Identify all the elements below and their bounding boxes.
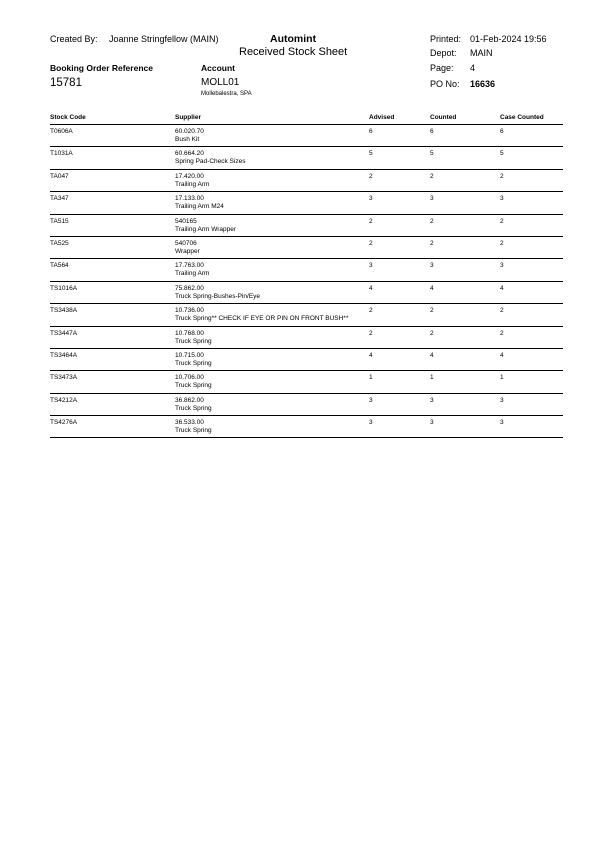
- table-header: [50, 113, 563, 125]
- page-number: 4: [470, 63, 476, 73]
- case-counted-cell: 2: [500, 172, 504, 180]
- description-cell: Trailing Arm: [175, 180, 210, 188]
- account-name: Mollebalestra, SPA: [201, 91, 252, 97]
- col-case-counted: Case Counted: [500, 114, 544, 121]
- counted-cell: 2: [430, 239, 434, 247]
- table-row: [50, 125, 563, 147]
- page-title: Received Stock Sheet: [239, 46, 348, 58]
- stock-code-cell: TA564: [50, 262, 69, 270]
- supplier-cell: 10.736.00: [175, 307, 204, 315]
- printed-label: Printed:: [430, 34, 462, 44]
- table-row: [50, 170, 563, 192]
- supplier-cell: 10.768.00: [175, 329, 204, 337]
- stock-code-cell: TA515: [50, 217, 69, 225]
- description-cell: Truck Spring: [175, 359, 212, 367]
- case-counted-cell: 1: [500, 374, 504, 382]
- supplier-cell: 36.533.00: [175, 419, 204, 427]
- description-cell: Truck Spring-Bushes-Pin/Eye: [175, 292, 261, 300]
- description-cell: Truck Spring: [175, 404, 212, 412]
- counted-cell: 2: [430, 172, 434, 180]
- advised-cell: 4: [369, 351, 373, 359]
- counted-cell: 5: [430, 150, 434, 158]
- supplier-cell: 36.862.00: [175, 396, 204, 404]
- table-row: [50, 147, 563, 169]
- table-body: [50, 125, 563, 438]
- stock-code-cell: TA047: [50, 172, 69, 180]
- counted-cell: 1: [430, 374, 434, 382]
- stock-table: [50, 113, 563, 438]
- table-row: [50, 371, 563, 393]
- col-stock-code: Stock Code: [50, 114, 86, 121]
- po-number: 16636: [470, 79, 496, 89]
- description-cell: Wrapper: [175, 247, 200, 255]
- advised-cell: 2: [369, 217, 373, 225]
- table-row: [50, 192, 563, 214]
- booking-ref-label: Booking Order Reference: [50, 63, 153, 73]
- table-row: [50, 215, 563, 237]
- advised-cell: 2: [369, 172, 373, 180]
- counted-cell: 3: [430, 262, 434, 270]
- col-supplier: Supplier: [175, 114, 202, 121]
- stock-code-cell: TA347: [50, 195, 69, 203]
- advised-cell: 1: [369, 374, 373, 382]
- table-row: [50, 282, 563, 304]
- case-counted-cell: 2: [500, 217, 504, 225]
- case-counted-cell: 4: [500, 351, 504, 359]
- advised-cell: 5: [369, 150, 373, 158]
- description-cell: Truck Spring: [175, 382, 212, 390]
- case-counted-cell: 4: [500, 284, 504, 292]
- stock-code-cell: TS3464A: [50, 351, 78, 359]
- table-row: [50, 349, 563, 371]
- counted-cell: 4: [430, 351, 434, 359]
- col-counted: Counted: [430, 114, 457, 121]
- counted-cell: 3: [430, 419, 434, 427]
- created-by-value: Joanne Stringfellow (MAIN): [109, 34, 219, 44]
- stock-code-cell: TS3473A: [50, 374, 78, 382]
- counted-cell: 4: [430, 284, 434, 292]
- description-cell: Truck Spring** CHECK IF EYE OR PIN ON FRONT BUSH**: [175, 315, 349, 323]
- supplier-cell: 10.715.00: [175, 351, 204, 359]
- printed-value: 01-Feb-2024 19:56: [470, 34, 547, 44]
- counted-cell: 6: [430, 128, 434, 135]
- supplier-cell: 540165: [175, 217, 197, 225]
- advised-cell: 6: [369, 128, 373, 135]
- stock-code-cell: TS3438A: [50, 307, 78, 315]
- description-cell: Truck Spring: [175, 427, 212, 435]
- counted-cell: 2: [430, 217, 434, 225]
- table-row: [50, 259, 563, 281]
- counted-cell: 3: [430, 195, 434, 203]
- advised-cell: 3: [369, 262, 373, 270]
- case-counted-cell: 2: [500, 307, 504, 315]
- table-row: [50, 416, 563, 438]
- advised-cell: 3: [369, 419, 373, 427]
- case-counted-cell: 3: [500, 262, 504, 270]
- stock-code-cell: TS3447A: [50, 329, 78, 337]
- booking-ref-value: 15781: [50, 77, 82, 89]
- case-counted-cell: 6: [500, 128, 504, 135]
- description-cell: Spring Pad-Check Sizes: [175, 158, 246, 166]
- supplier-cell: 540706: [175, 239, 197, 247]
- stock-code-cell: TS4276A: [50, 419, 78, 427]
- table-row: [50, 327, 563, 349]
- advised-cell: 3: [369, 396, 373, 404]
- supplier-cell: 75.862.00: [175, 284, 204, 292]
- description-cell: Trailing Arm: [175, 270, 210, 278]
- depot-label: Depot:: [430, 48, 457, 58]
- supplier-cell: 60.664.20: [175, 150, 204, 158]
- supplier-cell: 17.420.00: [175, 172, 204, 180]
- case-counted-cell: 3: [500, 195, 504, 203]
- supplier-cell: 17.763.00: [175, 262, 204, 270]
- supplier-cell: 10.706.00: [175, 374, 204, 382]
- advised-cell: 3: [369, 195, 373, 203]
- depot-value: MAIN: [470, 48, 493, 58]
- counted-cell: 2: [430, 307, 434, 315]
- created-by-label: Created By:: [50, 34, 98, 44]
- counted-cell: 2: [430, 329, 434, 337]
- account-code: MOLL01: [201, 77, 240, 88]
- advised-cell: 2: [369, 239, 373, 247]
- counted-cell: 3: [430, 396, 434, 404]
- description-cell: Bush Kit: [175, 136, 200, 143]
- case-counted-cell: 5: [500, 150, 504, 158]
- supplier-cell: 17.133.00: [175, 195, 204, 203]
- case-counted-cell: 2: [500, 239, 504, 247]
- page-label: Page:: [430, 63, 454, 73]
- company-name: Automint: [270, 33, 317, 45]
- supplier-cell: 60.020.70: [175, 128, 204, 135]
- case-counted-cell: 3: [500, 396, 504, 404]
- description-cell: Trailing Arm M24: [175, 203, 224, 211]
- table-row: [50, 237, 563, 259]
- advised-cell: 4: [369, 284, 373, 292]
- table-row: [50, 394, 563, 416]
- stock-code-cell: T0606A: [50, 128, 73, 135]
- account-label: Account: [201, 63, 235, 73]
- stock-code-cell: TS4212A: [50, 396, 78, 404]
- stock-code-cell: T1031A: [50, 150, 73, 158]
- table-row: [50, 304, 563, 326]
- description-cell: Truck Spring: [175, 337, 212, 345]
- case-counted-cell: 3: [500, 419, 504, 427]
- description-cell: Trailing Arm Wrapper: [175, 225, 237, 233]
- col-advised: Advised: [369, 114, 395, 121]
- stock-code-cell: TA525: [50, 239, 69, 247]
- case-counted-cell: 2: [500, 329, 504, 337]
- po-label: PO No:: [430, 79, 460, 89]
- advised-cell: 2: [369, 329, 373, 337]
- advised-cell: 2: [369, 307, 373, 315]
- stock-code-cell: TS1016A: [50, 284, 78, 292]
